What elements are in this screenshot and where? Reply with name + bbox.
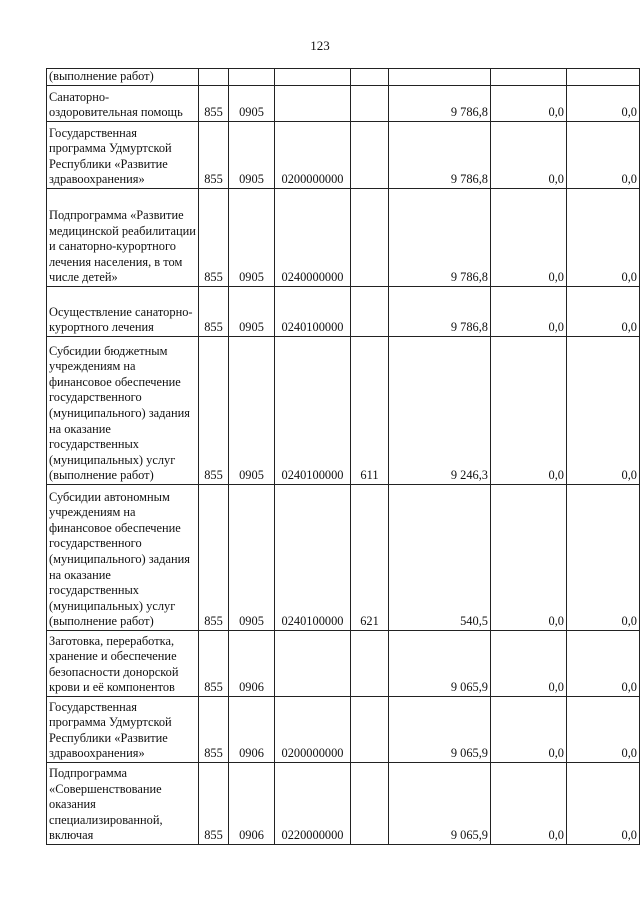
plan-amount-2: 0,0	[567, 631, 640, 697]
row-name: Подпрограмма «Совершенствование оказания специализированной, включая	[47, 763, 199, 845]
table-row	[47, 86, 640, 122]
section-code: 0905	[229, 287, 275, 337]
target-article-code	[275, 86, 351, 122]
ministry-code	[199, 69, 229, 86]
target-article-code: 0240100000	[275, 287, 351, 337]
target-article-code: 0220000000	[275, 763, 351, 845]
expense-type-code	[351, 122, 389, 189]
row-name: Санаторно-оздоровительная помощь	[47, 86, 199, 122]
ministry-code: 855	[199, 337, 229, 485]
section-code: 0905	[229, 485, 275, 631]
amount: 9 786,8	[389, 86, 491, 122]
table-row	[47, 485, 640, 631]
plan-amount-2: 0,0	[567, 697, 640, 763]
plan-amount-1: 0,0	[491, 763, 567, 845]
ministry-code: 855	[199, 763, 229, 845]
table-row	[47, 122, 640, 189]
section-code: 0905	[229, 337, 275, 485]
plan-amount-1	[491, 69, 567, 86]
plan-amount-1: 0,0	[491, 287, 567, 337]
plan-amount-1: 0,0	[491, 122, 567, 189]
table-row	[47, 631, 640, 697]
table-row	[47, 697, 640, 763]
ministry-code: 855	[199, 287, 229, 337]
row-name: Субсидии автономным учреждениям на финансовое обеспечение государственного (муниципального) задания на оказание государственных (муниципальных) услуг (выполнение работ)	[47, 485, 199, 631]
expense-type-code: 621	[351, 485, 389, 631]
section-code: 0905	[229, 122, 275, 189]
plan-amount-2: 0,0	[567, 122, 640, 189]
amount	[389, 69, 491, 86]
section-code: 0906	[229, 763, 275, 845]
target-article-code: 0240000000	[275, 189, 351, 287]
amount: 9 786,8	[389, 189, 491, 287]
table-row	[47, 763, 640, 845]
amount: 9 786,8	[389, 287, 491, 337]
row-name: Государственная программа Удмуртской Республики «Развитие здравоохранения»	[47, 697, 199, 763]
target-article-code	[275, 631, 351, 697]
plan-amount-1: 0,0	[491, 86, 567, 122]
plan-amount-2: 0,0	[567, 189, 640, 287]
plan-amount-2: 0,0	[567, 86, 640, 122]
section-code: 0905	[229, 189, 275, 287]
plan-amount-2: 0,0	[567, 287, 640, 337]
plan-amount-2: 0,0	[567, 485, 640, 631]
row-name: Государственная программа Удмуртской Республики «Развитие здравоохранения»	[47, 122, 199, 189]
amount: 540,5	[389, 485, 491, 631]
amount: 9 246,3	[389, 337, 491, 485]
table-row	[47, 287, 640, 337]
amount: 9 065,9	[389, 697, 491, 763]
row-name: Субсидии бюджетным учреждениям на финансовое обеспечение государственного (муниципального) задания на оказание государственных (муниципальных) услуг (выполнение работ)	[47, 337, 199, 485]
ministry-code: 855	[199, 86, 229, 122]
plan-amount-1: 0,0	[491, 189, 567, 287]
expense-type-code	[351, 697, 389, 763]
ministry-code: 855	[199, 697, 229, 763]
ministry-code: 855	[199, 485, 229, 631]
expense-type-code	[351, 189, 389, 287]
plan-amount-2: 0,0	[567, 337, 640, 485]
table-row	[47, 337, 640, 485]
page-number: 123	[310, 38, 330, 53]
row-name: Заготовка, переработка, хранение и обеспечение безопасности донорской крови и её компонентов	[47, 631, 199, 697]
amount: 9 786,8	[389, 122, 491, 189]
row-name: (выполнение работ)	[47, 69, 199, 86]
section-code: 0906	[229, 631, 275, 697]
plan-amount-1: 0,0	[491, 337, 567, 485]
plan-amount-1: 0,0	[491, 485, 567, 631]
expense-type-code	[351, 763, 389, 845]
ministry-code: 855	[199, 122, 229, 189]
expense-type-code	[351, 86, 389, 122]
section-code: 0906	[229, 697, 275, 763]
ministry-code: 855	[199, 631, 229, 697]
expense-type-code	[351, 287, 389, 337]
amount: 9 065,9	[389, 763, 491, 845]
expense-type-code	[351, 69, 389, 86]
target-article-code: 0240100000	[275, 337, 351, 485]
expense-type-code	[351, 631, 389, 697]
row-name: Осуществление санаторно-курортного лечения	[47, 287, 199, 337]
table-row	[47, 189, 640, 287]
target-article-code	[275, 69, 351, 86]
ministry-code: 855	[199, 189, 229, 287]
table-row	[47, 69, 640, 86]
section-code: 0905	[229, 86, 275, 122]
section-code	[229, 69, 275, 86]
plan-amount-2: 0,0	[567, 763, 640, 845]
plan-amount-2	[567, 69, 640, 86]
target-article-code: 0240100000	[275, 485, 351, 631]
budget-table	[46, 68, 640, 845]
plan-amount-1: 0,0	[491, 631, 567, 697]
target-article-code: 0200000000	[275, 122, 351, 189]
amount: 9 065,9	[389, 631, 491, 697]
plan-amount-1: 0,0	[491, 697, 567, 763]
expense-type-code: 611	[351, 337, 389, 485]
target-article-code: 0200000000	[275, 697, 351, 763]
row-name: Подпрограмма «Развитие медицинской реабилитации и санаторно-курортного лечения населения, в том числе детей»	[47, 189, 199, 287]
